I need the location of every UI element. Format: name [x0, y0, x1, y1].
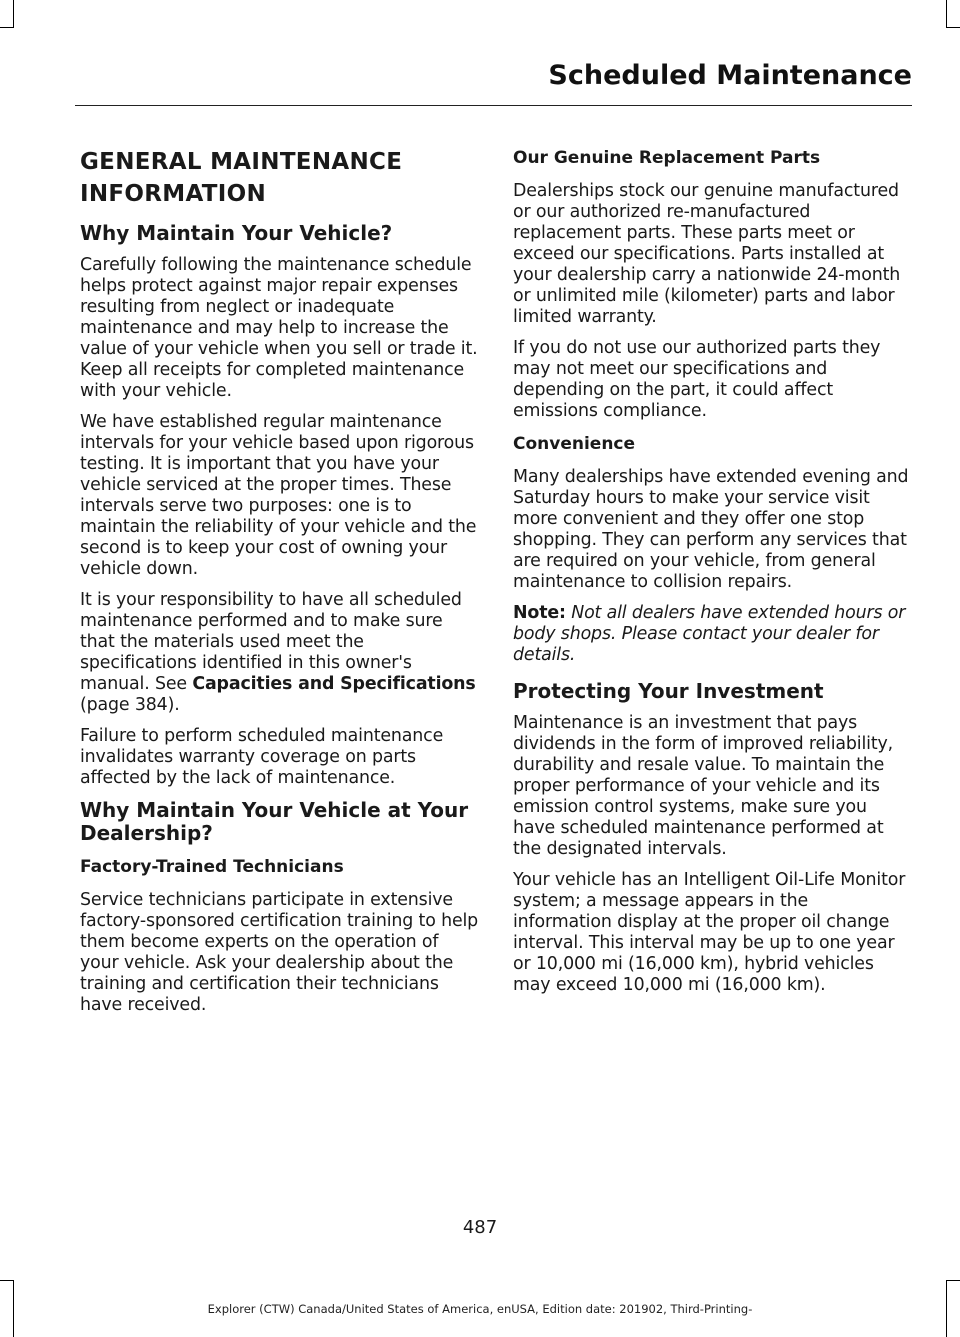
heading-factory-trained: Factory-Trained Technicians	[80, 857, 344, 877]
crop-mark-top-right-h	[946, 27, 960, 28]
section-heading-line-2: INFORMATION	[80, 181, 267, 207]
section-heading-line-1: GENERAL MAINTENANCE	[80, 149, 403, 175]
footer-text: Explorer (CTW) Canada/United States of America, enUSA, Edition date: 201902, Third-Printing-	[207, 1302, 753, 1316]
page-header-title: Scheduled Maintenance	[548, 60, 912, 91]
section-heading	[80, 146, 480, 210]
note-label: Note:	[513, 603, 566, 623]
crop-mark-top-left-v	[13, 0, 14, 28]
header-rule	[75, 105, 912, 106]
paragraph-warranty: Failure to perform scheduled maintenance invalidates warranty coverage on parts affected by the lack of maintenance.	[80, 726, 444, 788]
paragraph-maintenance-intervals: We have established regular maintenance intervals for your vehicle based upon rigorous testing. It is important that you have your vehicle serviced at the proper times. These intervals serve two purposes: one is to maintain the reliability of your vehicle and the second is to keep your cost of owning your vehicle down.	[80, 412, 477, 579]
note	[513, 603, 909, 666]
paragraph-investment: Maintenance is an investment that pays dividends in the form of improved reliability, durability and resale value. To maintain the proper performance of your vehicle and its emission control systems, make sure you have scheduled maintenance performed at the designated intervals.	[513, 713, 894, 859]
paragraph-genuine-parts: Dealerships stock our genuine manufactured or our authorized re-manufactured replacement parts. These parts meet or exceed our specifications. Parts installed at your dealership carry a nationwide 24-month or unlimited mile (kilometer) parts and labor limited warranty.	[513, 181, 901, 327]
paragraph-responsibility	[80, 590, 480, 716]
paragraph-oil-life: Your vehicle has an Intelligent Oil-Life Monitor system; a message appears in the information display at the proper oil change interval. This interval may be up to one year or 10,000 mi (16,000 km), hybrid vehicles may exceed 10,000 mi (16,000 km).	[513, 870, 906, 995]
heading-genuine-parts: Our Genuine Replacement Parts	[513, 148, 821, 168]
crop-mark-bottom-right-h	[946, 1280, 960, 1281]
responsibility-text: It is your responsibility to have all scheduled maintenance performed and to make sure that the materials used meet the specifications identified in this owner's manual. See	[80, 590, 462, 694]
capacities-link[interactable]: Capacities and Specifications	[192, 674, 476, 694]
heading-convenience: Convenience	[513, 434, 636, 454]
heading-why-dealership: Why Maintain Your Vehicle at Your Dealership?	[80, 798, 469, 845]
page-number: 487	[462, 1217, 498, 1238]
paragraph-convenience: Many dealerships have extended evening and Saturday hours to make your service visit more convenient and they offer one stop shopping. They can perform any services that are required on your vehicle, from general maintenance to collision repairs.	[513, 467, 909, 592]
page-reference: (page 384).	[80, 695, 180, 715]
left-column	[80, 146, 480, 1026]
paragraph-technicians: Service technicians participate in extensive factory-sponsored certification training to help them become experts on the operation of your vehicle. Ask your dealership about the training and certification their technicians have received.	[80, 890, 479, 1015]
crop-mark-bottom-left-h	[0, 1280, 14, 1281]
note-text: Not all dealers have extended hours or body shops. Please contact your dealer for details.	[513, 603, 906, 665]
heading-why-maintain: Why Maintain Your Vehicle?	[80, 221, 393, 245]
crop-mark-top-left-h	[0, 27, 14, 28]
heading-protecting-investment: Protecting Your Investment	[513, 679, 824, 703]
right-column	[513, 146, 909, 1006]
paragraph-maintenance-schedule: Carefully following the maintenance schedule helps protect against major repair expenses resulting from neglect or inadequate maintenance and may help to increase the value of your vehicle when you sell or trade it. Keep all receipts for completed maintenance with your vehicle.	[80, 255, 478, 401]
crop-mark-top-right-v	[946, 0, 947, 28]
paragraph-authorized-parts: If you do not use our authorized parts they may not meet our specifications and depending on the part, it could affect emissions compliance.	[513, 338, 881, 421]
